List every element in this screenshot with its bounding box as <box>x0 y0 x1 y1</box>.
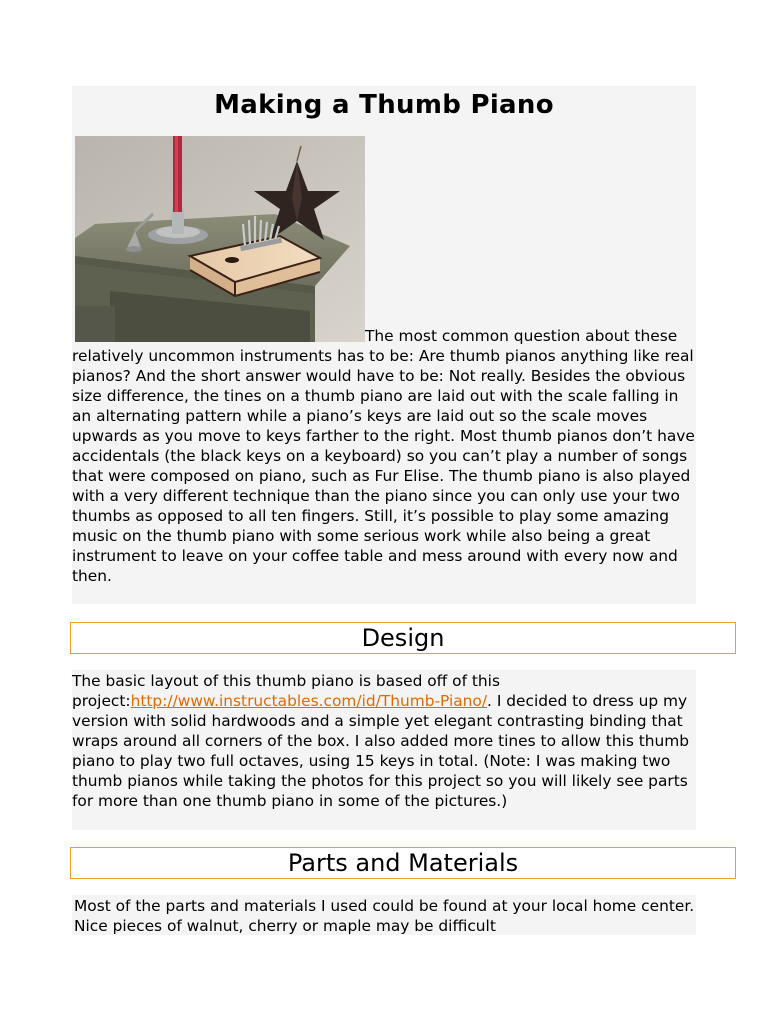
intro-section <box>72 86 696 604</box>
thumb-piano-photo <box>75 136 365 342</box>
design-text-after-link: . I decided to dress up my version with solid hardwoods and a simple yet elegant contrasting binding that wraps around all corners of the box. I also added more tines to allow this thumb piano to play two full octaves, using 15 keys in total. (Note: I was making two thumb pianos while taking the photos for this project so you will likely see parts for more than one thumb piano in some of the pictures.) <box>72 692 690 810</box>
design-heading: Design <box>70 622 736 654</box>
thumb-piano-project-link[interactable]: http://www.instructables.com/id/Thumb-Piano/ <box>130 692 488 710</box>
intro-paragraph: The most common question about these relatively uncommon instruments has to be: Are thumb pianos anything like real pianos? And the short answer would have to be: Not really. Besides the obvious size difference, the tines on a thumb piano are laid out with the scale falling in an alternating pattern while a piano’s keys are laid out so the scale moves upwards as you move to keys farther to the right. Most thumb pianos don’t have accidentals (the black keys on a keyboard) so you can’t play a number of songs that were composed on piano, such as Fur Elise. The thumb piano is also played with a very different technique than the piano since you can only use your two thumbs as opposed to all ten fingers. Still, it’s possible to play some amazing music on the thumb piano with some serious work while also being a great instrument to leave on your coffee table and mess around with every now and then. <box>72 327 695 585</box>
parts-section <box>72 895 696 935</box>
parts-heading: Parts and Materials <box>70 847 736 879</box>
parts-paragraph: Most of the parts and materials I used could be found at your local home center. Nice pieces of walnut, cherry or maple may be difficult <box>74 897 695 935</box>
design-text-before-link: The basic layout of this thumb piano is based off of this project: <box>72 672 500 710</box>
design-section <box>72 670 696 830</box>
design-paragraph <box>72 670 696 811</box>
page-title: Making a Thumb Piano <box>214 90 554 120</box>
